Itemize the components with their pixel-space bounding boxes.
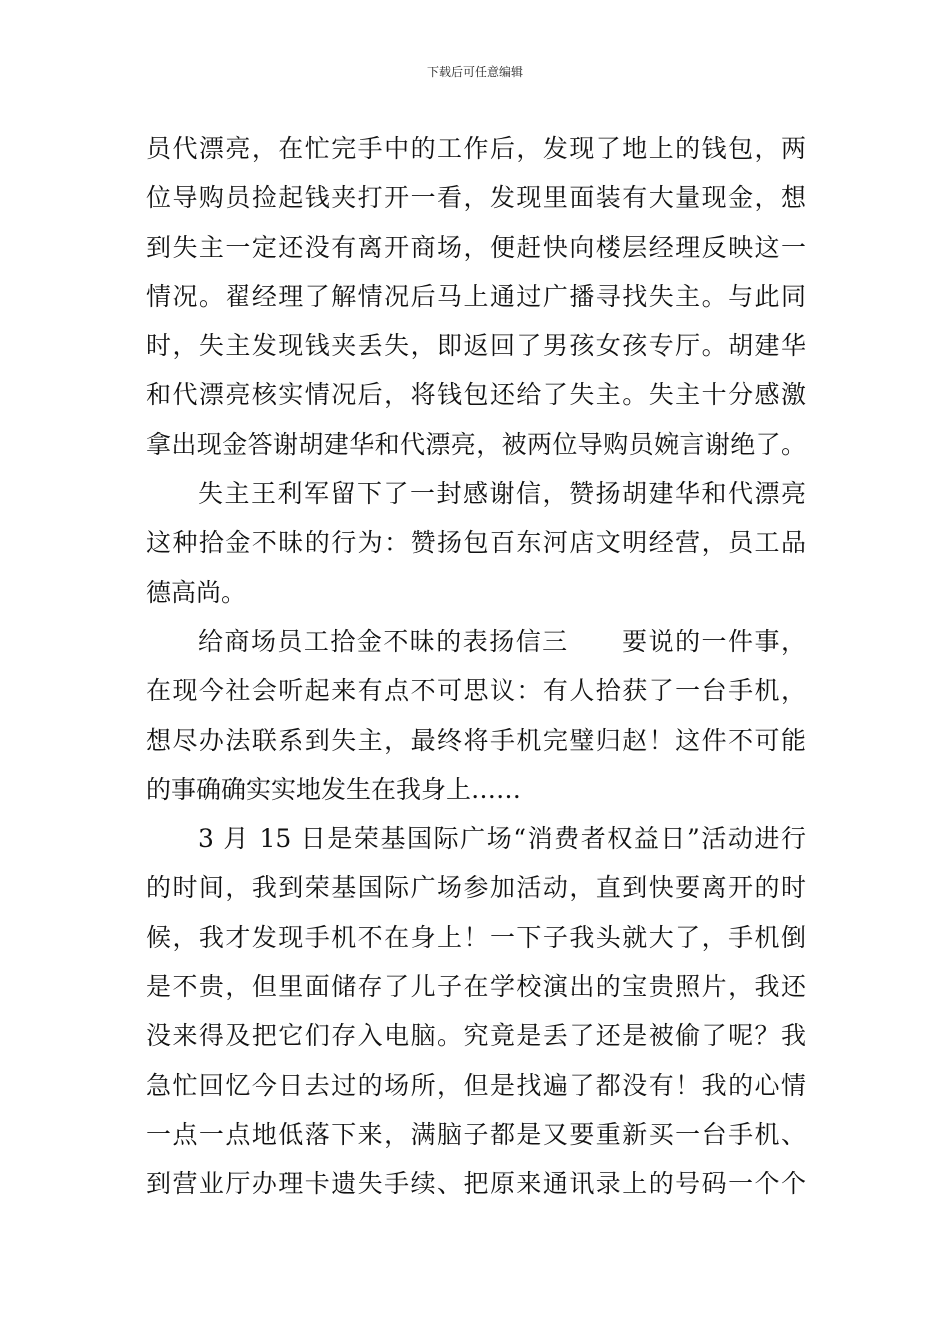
text-line: 位导购员捡起钱夹打开一看，发现里面装有大量现金，想 [146,183,806,213]
text-line: 急忙回忆今日去过的场所，但是找遍了都没有！我的心情 [146,1070,806,1100]
text-line: 候，我才发现手机不在身上！一下子我头就大了，手机倒 [146,922,806,952]
paragraph-first-line: 3 月 15 日是荣基国际广场“消费者权益日”活动进行 [198,824,806,854]
page-header: 下载后可任意编辑 [426,65,523,79]
text-line: 在现今社会听起来有点不可思议：有人拾获了一台手机， [146,676,806,706]
section-heading-line [146,617,806,666]
text-line: 德高尚。 [146,577,247,607]
text-line: 的时间，我到荣基国际广场参加活动，直到快要离开的时 [146,873,806,903]
text-line: 情况。翟经理了解情况后马上通过广播寻找失主。与此同 [146,281,806,311]
document-body [146,124,806,1209]
text-line: 这种拾金不昧的行为：赞扬包百东河店文明经营，员工品 [146,528,806,558]
text-line: 没来得及把它们存入电脑。究竟是丢了还是被偷了呢？我 [146,1021,806,1051]
text-line: 和代漂亮核实情况后，将钱包还给了失主。失主十分感激 [146,380,806,410]
text-line: 一点一点地低落下来，满脑子都是又要重新买一台手机、 [146,1119,806,1149]
text-line: 员代漂亮，在忙完手中的工作后，发现了地上的钱包，两 [146,134,806,163]
text-line: 时，失主发现钱夹丢失，即返回了男孩女孩专厅。胡建华 [146,331,806,361]
text-line: 拿出现金答谢胡建华和代漂亮，被两位导购员婉言谢绝了。 [146,429,806,459]
text-line: 到营业厅办理卡遗失手续、把原来通讯录上的号码一个个 [146,1169,806,1199]
section-heading: 给商场员工拾金不昧的表扬信三 [198,626,569,656]
text-line: 的事确确实实地发生在我身上…… [146,774,522,804]
text-line: 到失主一定还没有离开商场，便赶快向楼层经理反映这一 [146,232,806,262]
text-line: 想尽办法联系到失主，最终将手机完璧归赵！这件不可能 [146,725,806,755]
paragraph-start: 要说的一件事， [620,626,806,656]
text-line: 是不贵，但里面储存了儿子在学校演出的宝贵照片，我还 [146,972,806,1002]
paragraph-first-line: 失主王利军留下了一封感谢信，赞扬胡建华和代漂亮 [198,479,806,509]
